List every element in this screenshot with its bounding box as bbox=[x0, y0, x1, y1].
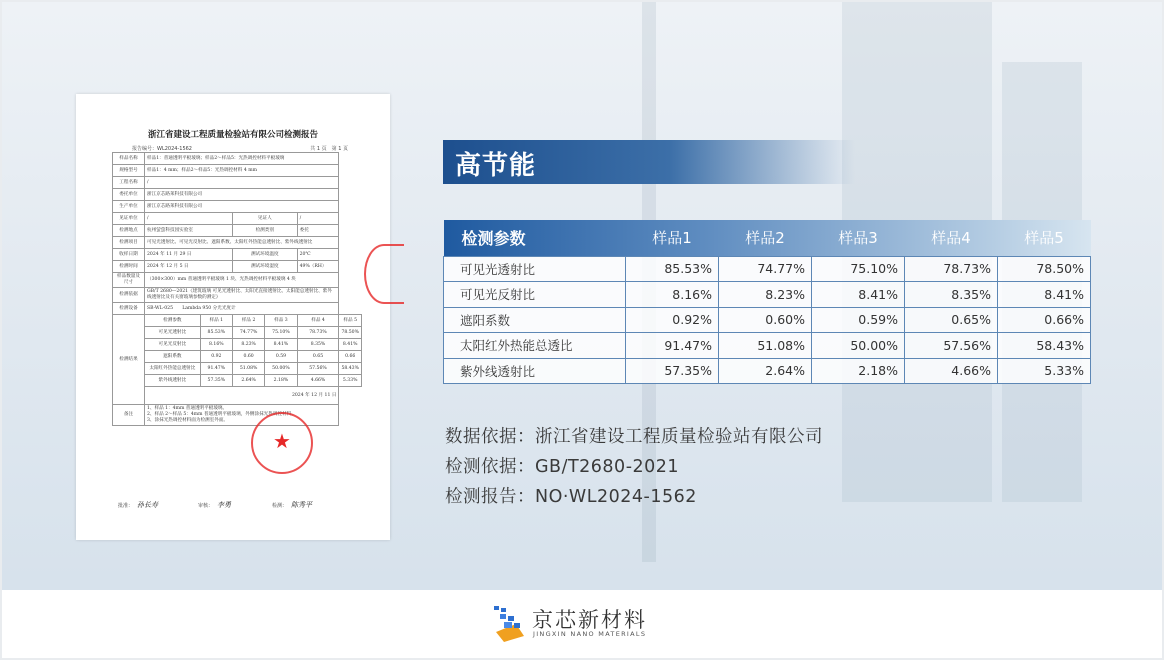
report-field-label: 测试环境温度 bbox=[232, 249, 297, 261]
table-cell-value: 8.41% bbox=[812, 282, 905, 308]
table-row bbox=[444, 358, 1091, 384]
table-cell-value: 58.43% bbox=[998, 333, 1091, 359]
report-notes-row bbox=[113, 405, 362, 426]
table-cell-value: 5.33% bbox=[998, 358, 1091, 384]
table-cell-value: 8.35% bbox=[905, 282, 998, 308]
table-cell-value: 0.60% bbox=[719, 307, 812, 333]
table-cell-parameter: 可见光反射比 bbox=[444, 282, 626, 308]
report-results-cell: 0.92 bbox=[200, 351, 232, 363]
report-results-cell: 0.59 bbox=[265, 351, 297, 363]
report-results-header: 样品 5 bbox=[339, 315, 362, 327]
section-title: 高节能 bbox=[455, 151, 537, 181]
report-results-cell: 57.35% bbox=[200, 375, 232, 387]
report-results-row bbox=[113, 375, 362, 387]
report-field-label: 检测地点 bbox=[113, 225, 145, 237]
table-cell-value: 51.08% bbox=[719, 333, 812, 359]
report-field-label: 规格型号 bbox=[113, 165, 145, 177]
table-cell-value: 4.66% bbox=[905, 358, 998, 384]
report-field-value: 杭州萤萤科技园实验室 bbox=[145, 225, 233, 237]
report-field-label: 委托单位 bbox=[113, 189, 145, 201]
report-results-cell: 8.23% bbox=[232, 339, 264, 351]
report-field-label: 检测设备 bbox=[113, 303, 145, 315]
report-field-value: 20℃ bbox=[297, 249, 339, 261]
report-results-cell: 78.50% bbox=[339, 327, 362, 339]
report-results-cell: 51.08% bbox=[232, 363, 264, 375]
table-cell-parameter: 遮阳系数 bbox=[444, 307, 626, 333]
report-note: 2、样品 2～样品 5：4mm 普通透明平板玻璃，外侧涂抹光热调控材料。 bbox=[147, 412, 296, 417]
table-cell-parameter: 可见光透射比 bbox=[444, 256, 626, 282]
table-cell-value: 91.47% bbox=[626, 333, 719, 359]
report-results-cell: 0.65 bbox=[297, 351, 339, 363]
report-field-value: / bbox=[145, 213, 233, 225]
report-field-value: 浙江京芯路莱科技有限公司 bbox=[145, 201, 339, 213]
report-results-cell: 0.66 bbox=[339, 351, 362, 363]
test-results-table bbox=[443, 220, 1091, 384]
report-results-cell: 58.43% bbox=[339, 363, 362, 375]
report-row bbox=[113, 165, 362, 177]
report-results-cell: 78.73% bbox=[297, 327, 339, 339]
column-header-sample: 样品5 bbox=[1024, 229, 1064, 248]
report-field-value: / bbox=[145, 177, 339, 189]
table-cell-value: 75.10% bbox=[812, 256, 905, 282]
report-field-value: SB-WL-025 Lambda 950 分光光度计 bbox=[145, 303, 339, 315]
report-field-value: 样品1：普通透明平板玻璃；样品2～样品5：光热调控材料平板玻璃 bbox=[145, 153, 339, 165]
report-field-value: 样品1：4 mm；样品2～样品5：光热调控材料 4 mm bbox=[145, 165, 339, 177]
seam-stamp bbox=[364, 244, 404, 304]
table-row bbox=[444, 282, 1091, 308]
report-results-cell: 太阳红外热能总透射比 bbox=[145, 363, 201, 375]
report-row bbox=[113, 225, 362, 237]
report-table bbox=[112, 152, 362, 426]
report-field-value: GB/T 2680—2021《建筑玻璃 可见光透射比、太阳光直接透射比、太阳能总透射比、紫外线透射比及有关窗玻璃参数的测定》 bbox=[145, 288, 339, 303]
table-cell-value: 0.92% bbox=[626, 307, 719, 333]
report-row bbox=[113, 189, 362, 201]
report-field-value: 2024 年 11 月 29 日 bbox=[145, 249, 233, 261]
column-header-parameter: 检测参数 bbox=[461, 229, 526, 249]
report-note: 1、样品 1：4mm 普通透明平板玻璃。 bbox=[147, 406, 228, 411]
report-results-cell: 5.33% bbox=[339, 375, 362, 387]
review-signature: 审核： 李勇 bbox=[198, 501, 232, 509]
report-results-cell: 85.53% bbox=[200, 327, 232, 339]
report-notes bbox=[145, 405, 339, 426]
slide bbox=[2, 2, 1162, 658]
report-results-row bbox=[113, 327, 362, 339]
report-field-label: 测试环境湿度 bbox=[232, 261, 297, 273]
report-results-row bbox=[113, 339, 362, 351]
table-cell-value: 8.41% bbox=[998, 282, 1091, 308]
report-results-cell: 紫外线透射比 bbox=[145, 375, 201, 387]
table-cell-parameter: 太阳红外热能总透比 bbox=[444, 333, 626, 359]
table-cell-value: 2.18% bbox=[812, 358, 905, 384]
table-cell-value: 74.77% bbox=[719, 256, 812, 282]
table-cell-value: 8.16% bbox=[626, 282, 719, 308]
report-date-row bbox=[113, 387, 362, 405]
report-pages: 共 1 页 第 1 页 bbox=[310, 146, 348, 152]
report-results-cell: 8.16% bbox=[200, 339, 232, 351]
report-field-value: 49%（RH） bbox=[297, 261, 339, 273]
report-results-header: 检测参数 bbox=[145, 315, 201, 327]
test-report-document bbox=[76, 94, 390, 540]
table-cell-value: 50.00% bbox=[812, 333, 905, 359]
official-stamp: ★ bbox=[251, 412, 313, 474]
report-field-label: 检测依据 bbox=[113, 288, 145, 303]
data-source: 数据依据：浙江省建设工程质量检验站有限公司 bbox=[445, 427, 823, 447]
table-cell-parameter: 紫外线透射比 bbox=[444, 358, 626, 384]
report-field-value: 委托 bbox=[297, 225, 339, 237]
table-cell-value: 57.35% bbox=[626, 358, 719, 384]
report-results-cell: 8.35% bbox=[297, 339, 339, 351]
report-number: 报告编号：WL2024-1562 bbox=[132, 146, 192, 152]
report-field-value: 浙江京芯路莱科技有限公司 bbox=[145, 189, 339, 201]
table-cell-value: 78.50% bbox=[998, 256, 1091, 282]
report-title: 浙江省建设工程质量检验站有限公司检测报告 bbox=[147, 130, 318, 140]
report-results-label: 检测结果 bbox=[113, 315, 145, 405]
report-row bbox=[113, 237, 362, 249]
table-cell-value: 0.66% bbox=[998, 307, 1091, 333]
report-field-label: 检测项目 bbox=[113, 237, 145, 249]
table-cell-value: 78.73% bbox=[905, 256, 998, 282]
report-field-label: 检测类别 bbox=[232, 225, 297, 237]
report-date: 2024 年 12 月 11 日 bbox=[145, 387, 339, 405]
column-header-sample: 样品3 bbox=[838, 229, 878, 248]
test-signature: 检测： 陈秀平 bbox=[272, 501, 313, 509]
report-results-cell: 75.10% bbox=[265, 327, 297, 339]
report-field-label: 工程名称 bbox=[113, 177, 145, 189]
table-row bbox=[444, 307, 1091, 333]
report-note: 3、涂抹光热调控材料面为检测室外面。 bbox=[147, 418, 229, 423]
report-row bbox=[113, 249, 362, 261]
report-row bbox=[113, 213, 362, 225]
report-results-cell: 可见光透射比 bbox=[145, 327, 201, 339]
table-cell-value: 8.23% bbox=[719, 282, 812, 308]
report-results-cell: 74.77% bbox=[232, 327, 264, 339]
report-results-cell: 遮阳系数 bbox=[145, 351, 201, 363]
report-field-label: 生产单位 bbox=[113, 201, 145, 213]
table-cell-value: 57.56% bbox=[905, 333, 998, 359]
report-field-label: 见证单位 bbox=[113, 213, 145, 225]
report-field-label: 见证人 bbox=[232, 213, 297, 225]
table-cell-value: 2.64% bbox=[719, 358, 812, 384]
table-cell-value: 85.53% bbox=[626, 256, 719, 282]
column-header-sample: 样品4 bbox=[931, 229, 971, 248]
report-field-value: 可见光透射比、可见光反射比、遮阳系数、太阳红外热能总透射比、紫外线透射比 bbox=[145, 237, 339, 249]
report-results-header: 样品 3 bbox=[265, 315, 297, 327]
report-results-header: 样品 1 bbox=[200, 315, 232, 327]
report-field-label: 样品数量及尺寸 bbox=[113, 273, 145, 288]
report-field-label: 收样日期 bbox=[113, 249, 145, 261]
report-row bbox=[113, 201, 362, 213]
report-results-row bbox=[113, 363, 362, 375]
report-results-cell: 4.66% bbox=[297, 375, 339, 387]
report-results-cell: 50.00% bbox=[265, 363, 297, 375]
report-field-value: （300×300）mm 普通透明平板玻璃 1 块、光热调控材料平板玻璃 4 块 bbox=[145, 273, 339, 288]
report-field-label: 样品名称 bbox=[113, 153, 145, 165]
report-row bbox=[113, 288, 362, 303]
report-results-header: 样品 4 bbox=[297, 315, 339, 327]
report-row bbox=[113, 177, 362, 189]
report-field-value: / bbox=[297, 213, 339, 225]
report-field-value: 2024 年 12 月 5 日 bbox=[145, 261, 233, 273]
test-standard: 检测依据：GB/T2680-2021 bbox=[445, 457, 680, 477]
table-cell-value: 0.59% bbox=[812, 307, 905, 333]
report-row bbox=[113, 261, 362, 273]
report-field-label: 检测时间 bbox=[113, 261, 145, 273]
report-results-cell: 可见光反射比 bbox=[145, 339, 201, 351]
report-number-text: 检测报告：NO·WL2024-1562 bbox=[445, 487, 697, 507]
column-header-sample: 样品2 bbox=[745, 229, 785, 248]
report-results-cell: 91.47% bbox=[200, 363, 232, 375]
section-title-banner bbox=[443, 140, 855, 184]
table-row bbox=[444, 333, 1091, 359]
logo-mark-icon bbox=[490, 602, 530, 642]
report-row bbox=[113, 273, 362, 288]
report-results-row bbox=[113, 351, 362, 363]
table-cell-value: 0.65% bbox=[905, 307, 998, 333]
report-results-cell: 8.41% bbox=[265, 339, 297, 351]
approve-signature: 批准： 孙长寿 bbox=[118, 501, 159, 509]
report-results-cell: 0.60 bbox=[232, 351, 264, 363]
report-row bbox=[113, 303, 362, 315]
report-notes-label: 备注 bbox=[113, 405, 145, 426]
report-results-header: 样品 2 bbox=[232, 315, 264, 327]
column-header-sample: 样品1 bbox=[652, 229, 692, 248]
report-results-cell: 8.41% bbox=[339, 339, 362, 351]
report-results-cell: 57.56% bbox=[297, 363, 339, 375]
report-results-header-row bbox=[113, 315, 362, 327]
report-results-cell: 2.18% bbox=[265, 375, 297, 387]
table-row bbox=[444, 256, 1091, 282]
report-row bbox=[113, 153, 362, 165]
report-results-cell: 2.64% bbox=[232, 375, 264, 387]
company-logo: 京芯新材料 JINGXIN NANO MATERIALS bbox=[490, 602, 660, 642]
